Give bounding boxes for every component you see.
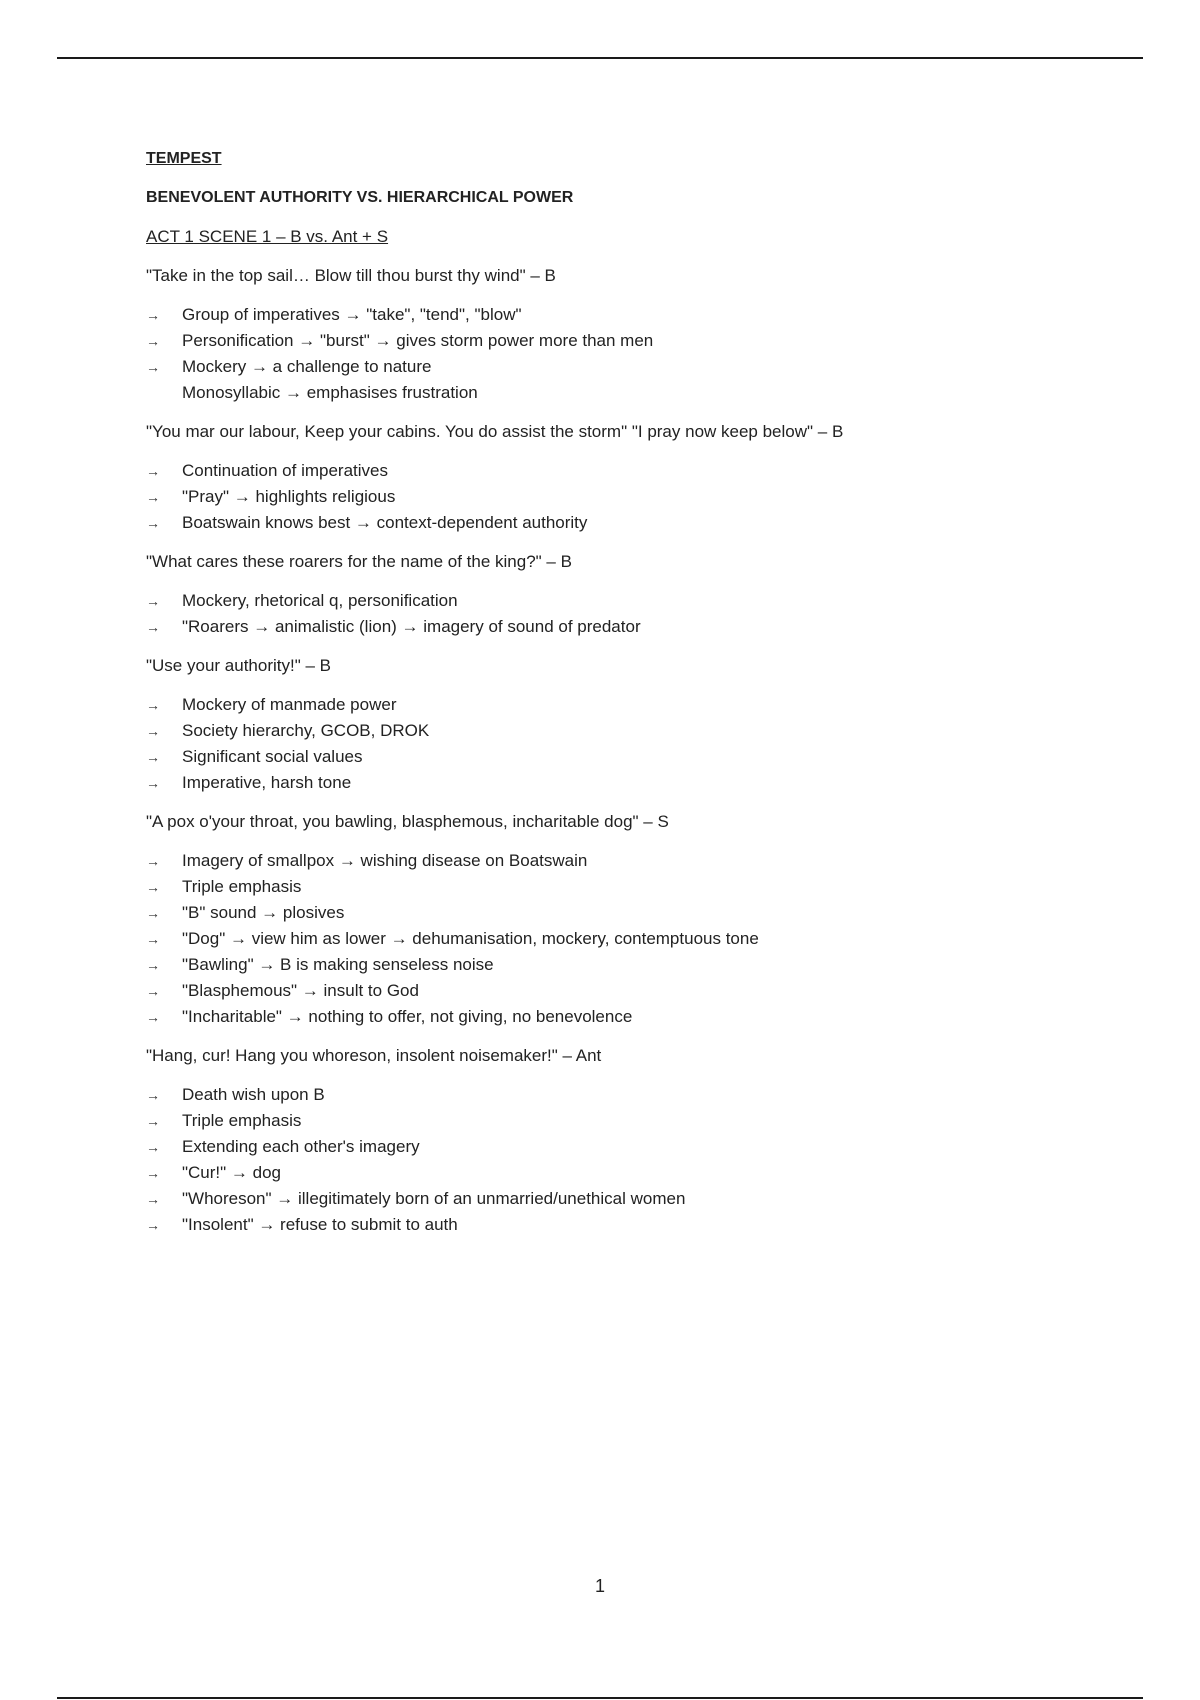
analysis-point-text: "Cur!" → dog	[182, 1163, 281, 1182]
analysis-point-text: Triple emphasis	[182, 877, 302, 896]
arrow-bullet-icon: →	[146, 1191, 160, 1207]
quote-line: "A pox o'your throat, you bawling, blasphemous, incharitable dog" – S	[146, 812, 669, 831]
analysis-point-text: "Dog" → view him as lower → dehumanisation, mockery, contemptuous tone	[182, 929, 759, 948]
page-number: 1	[594, 1576, 605, 1596]
analysis-point-text: Group of imperatives → "take", "tend", "blow"	[182, 305, 522, 324]
analysis-point	[146, 328, 1106, 354]
header-rule	[57, 57, 1143, 59]
analysis-list	[146, 692, 1106, 796]
analysis-point	[146, 926, 1106, 952]
analysis-point	[146, 848, 1106, 874]
analysis-point	[146, 744, 1106, 770]
arrow-bullet-icon: →	[146, 879, 160, 895]
analysis-point	[146, 1108, 1106, 1134]
analysis-point-text: Mockery, rhetorical q, personification	[182, 591, 458, 610]
analysis-point-text: Boatswain knows best → context-dependent authority	[182, 513, 588, 532]
analysis-point	[146, 458, 1106, 484]
analysis-point-text: "Roarers → animalistic (lion) → imagery of sound of predator	[182, 617, 641, 636]
scene-heading: ACT 1 SCENE 1 – B vs. Ant + S	[146, 227, 389, 246]
analysis-point-text: Continuation of imperatives	[182, 461, 389, 480]
arrow-bullet-icon: →	[146, 593, 160, 609]
quote-line: "Take in the top sail… Blow till thou burst thy wind" – B	[146, 266, 556, 285]
analysis-point	[146, 1212, 1106, 1238]
analysis-point	[146, 874, 1106, 900]
document-body	[146, 146, 1106, 1251]
analysis-point-text: Personification → "burst" → gives storm power more than men	[182, 331, 654, 350]
analysis-point-text: Triple emphasis	[182, 1111, 302, 1130]
arrow-bullet-icon: →	[146, 1139, 160, 1155]
analysis-point-text: Extending each other's imagery	[182, 1137, 420, 1156]
analysis-point-text: "Blasphemous" → insult to God	[182, 981, 419, 1000]
analysis-list	[146, 848, 1106, 1030]
analysis-point	[146, 614, 1106, 640]
arrow-bullet-icon: →	[146, 723, 160, 739]
analysis-point-text: Death wish upon B	[182, 1085, 325, 1104]
analysis-point	[146, 1160, 1106, 1186]
arrow-bullet-icon: →	[146, 931, 160, 947]
arrow-bullet-icon: →	[146, 307, 160, 323]
arrow-bullet-icon: →	[146, 853, 160, 869]
footer-rule	[57, 1697, 1143, 1699]
analysis-point-text: Society hierarchy, GCOB, DROK	[182, 721, 430, 740]
arrow-bullet-icon: →	[146, 489, 160, 505]
quote-sections	[146, 263, 1106, 1238]
analysis-point	[146, 1186, 1106, 1212]
analysis-list	[146, 588, 1106, 640]
analysis-point-text: "Pray" → highlights religious	[182, 487, 396, 506]
analysis-point	[146, 952, 1106, 978]
arrow-bullet-icon: →	[146, 1087, 160, 1103]
arrow-bullet-icon: →	[146, 957, 160, 973]
arrow-bullet-icon: →	[146, 697, 160, 713]
analysis-point-text: Imperative, harsh tone	[182, 773, 352, 792]
theme-heading: BENEVOLENT AUTHORITY VS. HIERARCHICAL POWER	[146, 189, 574, 206]
analysis-point	[146, 718, 1106, 744]
analysis-point-text: Monosyllabic → emphasises frustration	[182, 383, 478, 402]
quote-line: "Use your authority!" – B	[146, 656, 331, 675]
analysis-point	[146, 354, 1106, 380]
arrow-bullet-icon: →	[146, 333, 160, 349]
analysis-point	[146, 770, 1106, 796]
arrow-bullet-icon: →	[146, 359, 160, 375]
analysis-point	[146, 978, 1106, 1004]
arrow-bullet-icon: →	[146, 1217, 160, 1233]
analysis-point-text: Mockery of manmade power	[182, 695, 397, 714]
analysis-point	[146, 1134, 1106, 1160]
analysis-list	[146, 458, 1106, 536]
analysis-point	[146, 692, 1106, 718]
analysis-point	[146, 900, 1106, 926]
arrow-bullet-icon: →	[146, 905, 160, 921]
arrow-bullet-icon: →	[146, 1165, 160, 1181]
quote-line: "Hang, cur! Hang you whoreson, insolent noisemaker!" – Ant	[146, 1046, 602, 1065]
analysis-point-text: "Whoreson" → illegitimately born of an unmarried/unethical women	[182, 1189, 686, 1208]
analysis-point-text: "Insolent" → refuse to submit to auth	[182, 1215, 458, 1234]
analysis-point-text: Significant social values	[182, 747, 363, 766]
arrow-bullet-icon: →	[146, 515, 160, 531]
arrow-bullet-icon: →	[146, 619, 160, 635]
analysis-point	[146, 302, 1106, 328]
analysis-point-text: "Incharitable" → nothing to offer, not giving, no benevolence	[182, 1007, 633, 1026]
quote-line: "What cares these roarers for the name of the king?" – B	[146, 552, 572, 571]
arrow-bullet-icon: →	[146, 775, 160, 791]
analysis-point	[146, 484, 1106, 510]
analysis-point	[146, 1082, 1106, 1108]
arrow-bullet-icon: →	[146, 463, 160, 479]
quote-line: "You mar our labour, Keep your cabins. You do assist the storm" "I pray now keep below" – B	[146, 422, 844, 441]
document-title: TEMPEST	[146, 150, 222, 167]
analysis-list	[146, 302, 1106, 406]
arrow-bullet-icon: →	[146, 1009, 160, 1025]
analysis-point	[146, 588, 1106, 614]
arrow-bullet-icon: →	[146, 1113, 160, 1129]
analysis-point-text: Imagery of smallpox → wishing disease on Boatswain	[182, 851, 588, 870]
arrow-bullet-icon: →	[146, 983, 160, 999]
analysis-point	[146, 1004, 1106, 1030]
analysis-point	[146, 510, 1106, 536]
analysis-point-text: "Bawling" → B is making senseless noise	[182, 955, 494, 974]
analysis-point	[146, 380, 1106, 406]
analysis-list	[146, 1082, 1106, 1238]
analysis-point-text: Mockery → a challenge to nature	[182, 357, 432, 376]
analysis-point-text: "B" sound → plosives	[182, 903, 345, 922]
arrow-bullet-icon: →	[146, 749, 160, 765]
